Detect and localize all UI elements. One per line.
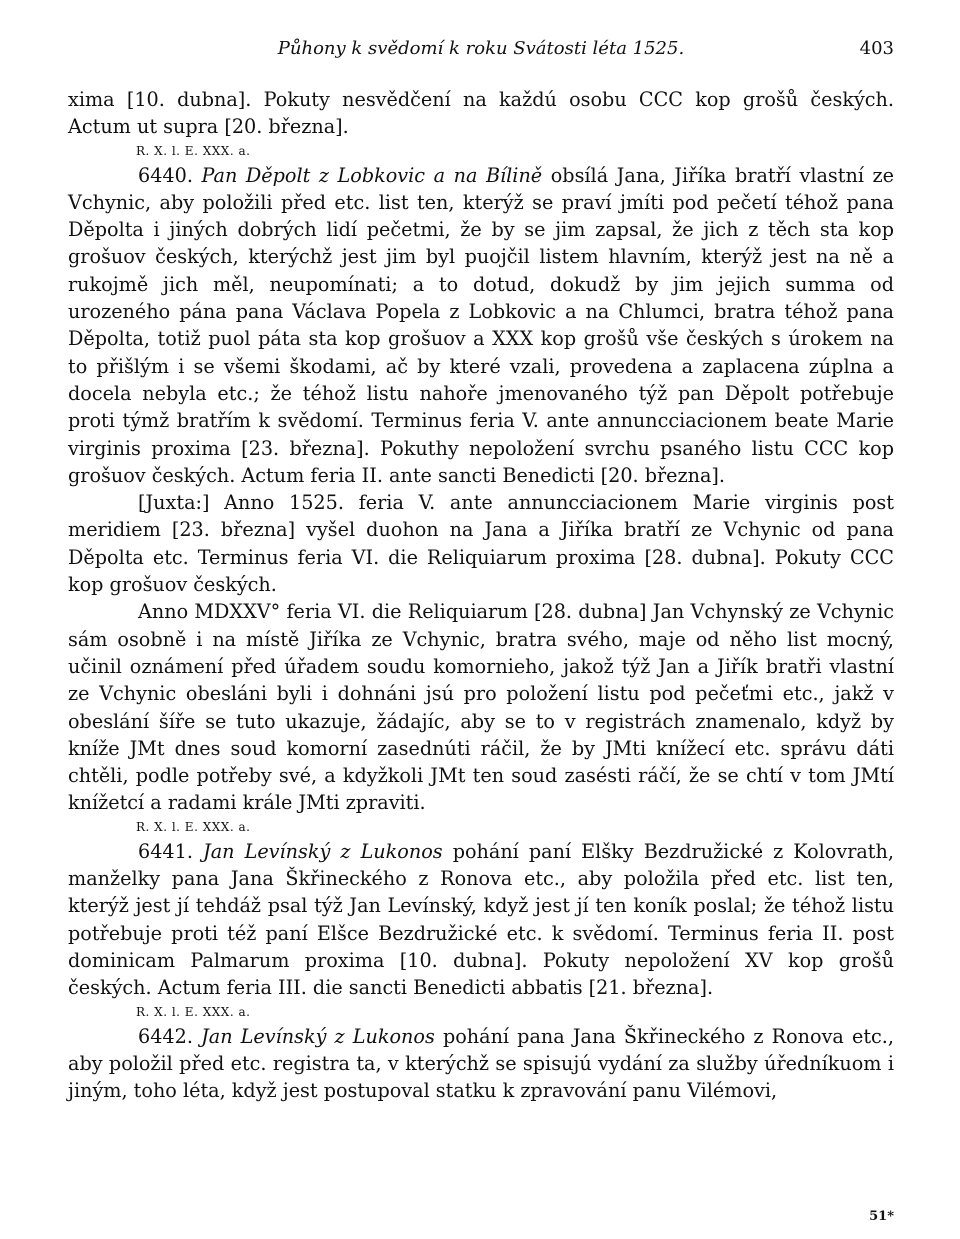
entry-text: pohání pana Jana Škřineckého z Ronova etc., aby položil před etc. registra ta, v kterýchž se spisujú vydání za služby úředníkuom i jiným, toho léta, když jest postupoval statku k zpravování panu Vilémovi, [68, 1024, 894, 1103]
paragraph-text: [Juxta:] Anno 1525. feria V. ante annuncciacionem Marie virginis post meridiem [23. března] vyšel duohon na Jana a Jiříka bratří ze Vchynic od pana Děpolta etc. Terminus feria VI. die Reliquiarum proxima [28. dubna]. Pokuty CCC kop grošuov českých. [68, 491, 894, 597]
entry-6442 [68, 1023, 894, 1105]
page-header [68, 34, 894, 64]
entry-text: pohání paní Elšky Bezdružické z Kolovrath, manželky pana Jana Škřineckého z Ronova etc., aby položila před etc. list ten, kterýž jest jí tehdáž psal týž Jan Levínský, když jest jí ten koník poslal; že téhož listu potřebuje proti též paní Elšce Bezdružické etc. k svědomí. Terminus feria II. post dominicam Palmarum proxima [10. dubna]. Pokuty nepoložení XV kop grošů českých. Actum feria III. die sancti Benedicti abbatis [21. března]. [68, 839, 894, 1000]
paragraph-text: Anno MDXXV° feria VI. die Reliquiarum [28. dubna] Jan Vchynský ze Vchynic sám osobně i na místě Jiříka ze Vchynic, bratra svého, maje od něho list mocný, učinil oznámení před úřadem soudu komornieho, jakož týž Jan a Jiřík bratři vlastní ze Vchynic obesláni byli i dohnáni jsú pro položení listu pod pečeťmi etc., jakž v obeslání šíře se tuto ukazuje, žádajíc, aby se to v registrách znamenalo, když by kníže JMt dnes soud komorní zasednúti ráčil, že by JMti knížecí etc. správu dáti chtěli, podle potřeby své, a kdyžkoli JMt ten soud zasésti ráčí, že se chtí v tom JMtí knížetcí a radami krále JMti zpraviti. [68, 600, 894, 815]
entry-6440 [68, 162, 894, 490]
entry-party: Jan Levínský z Lukonos [201, 1024, 435, 1048]
entry-number: 6441. [138, 839, 193, 863]
page-number: 403 [859, 38, 894, 59]
archive-reference: R. X. l. E. XXX. a. [136, 819, 251, 834]
paragraph-anno [68, 598, 894, 816]
running-title: Půhony k svědomí k roku Svátosti léta 1525. [277, 38, 685, 59]
entry-text: obsílá Jana, Jiříka bratří vlastní ze Vchynic, aby položili před etc. list ten, kterýž se praví jmíti pod pečetí téhož pana Děpolta i jiných dobrých lidí pečetmi, že by se jim zapsal, že jich z těch sta kop grošuov českých, kterýchž jest jim byl puojčil listem hlavním, kterýž jest na ně a rukojmě jich měl, neupomínati; a to dotud, dokudž by jim jejich summa od urozeného pána pana Václava Popela z Lobkovic a na Chlumci, bratra téhož pana Děpolta, totiž puol páta sta kop grošuov a XXX kop grošů vše českých s úrokem na to přišlým i se všemi škodami, ač by které vzali, provedena a zaplacena zúplna a docela nebyla etc.; že téhož listu nahoře jmenovaného týž pan Děpolt potřebuje proti týmž bratřím k svědomí. Terminus feria V. ante annuncciacionem beate Marie virginis proxima [23. března]. Pokuthy nepoložení svrchu psaného listu CCC kop grošuov českých. Actum feria II. ante sancti Benedicti [20. března]. [68, 163, 894, 487]
entry-party: Jan Levínský z Lukonos [203, 839, 443, 863]
entry-number: 6442. [138, 1024, 193, 1048]
signature-mark: 51* [869, 1209, 894, 1224]
paragraph-continuation [68, 86, 894, 141]
archive-reference: R. X. l. E. XXX. a. [136, 1004, 251, 1019]
paragraph-juxta [68, 489, 894, 598]
entry-6441 [68, 838, 894, 1002]
paragraph-text: xima [10. dubna]. Pokuty nesvědčení na každú osobu CCC kop grošů českých. Actum ut supra [20. března]. [68, 88, 894, 139]
entry-number: 6440. [138, 163, 193, 187]
entry-party: Pan Děpolt z Lobkovic a na Bílině [201, 163, 543, 187]
archive-reference: R. X. l. E. XXX. a. [136, 143, 251, 158]
document-page [68, 34, 894, 1224]
